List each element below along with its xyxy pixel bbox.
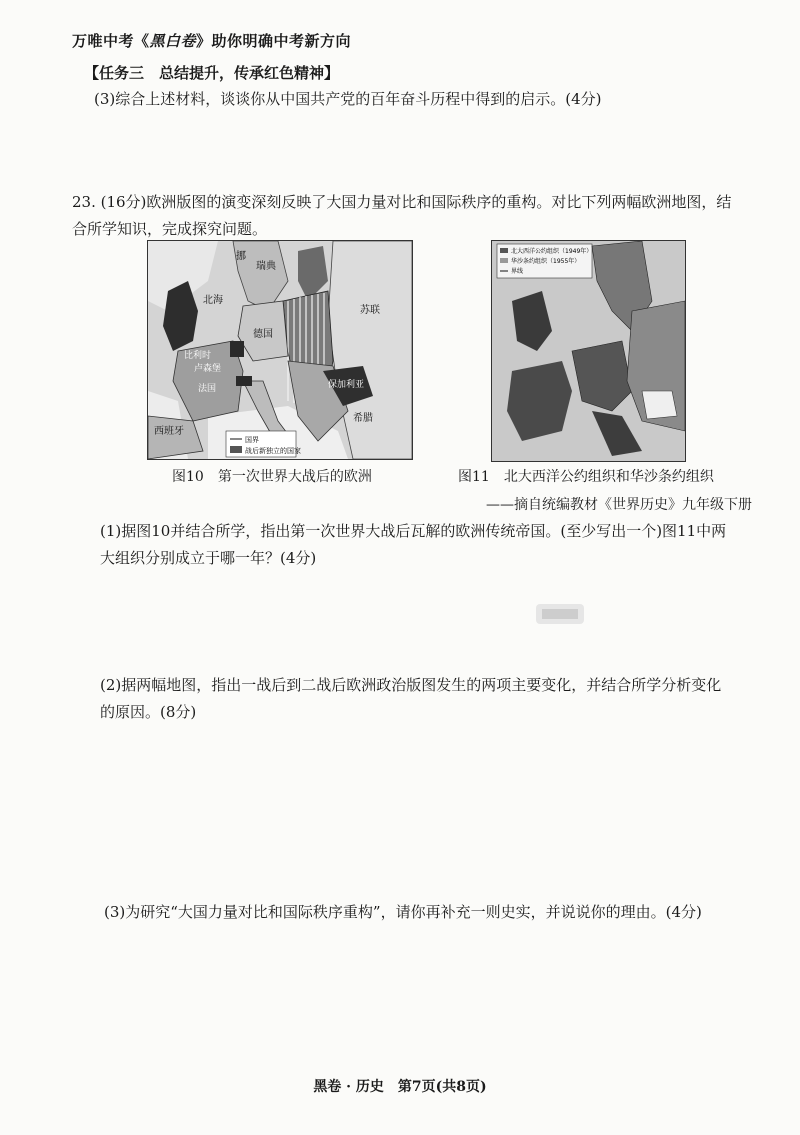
map11-legend-line: 界线 (511, 268, 524, 275)
map11-legend-nato: 北大西洋公约组织（1949年） (511, 248, 593, 255)
map-figure-11 (491, 240, 686, 462)
map10-label-sweden: 瑞典 (256, 261, 276, 272)
page-footer: 黑卷 · 历史 第7页(共8页) (313, 1079, 487, 1095)
map10-label-spain: 西班牙 (154, 426, 184, 437)
map10-label-greece: 希腊 (353, 413, 373, 424)
map10-label-france: 法国 (198, 384, 217, 394)
question-23-1: (1)据图10并结合所学，指出第一次世界大战后瓦解的欧洲传统帝国。(至少写出一个)图11中两大组织分别成立于哪一年？(4分) (100, 522, 727, 567)
map10-legend-border: 国界 (245, 436, 259, 444)
question-23-3: (3)为研究“大国力量对比和国际秩序重构”，请你再补充一则史实，并说说你的理由。(4分) (104, 903, 702, 921)
page-header: 万唯中考《黑白卷》助你明确中考新方向 (72, 32, 352, 50)
map10-legend-new-states: 战后新独立的国家 (245, 447, 301, 455)
map10-label-norway: 挪 (236, 251, 246, 262)
map10-label-germany: 德国 (253, 329, 273, 340)
map10-label-bulgaria: 保加利亚 (328, 380, 365, 390)
task3-title: 【任务三 总结提升，传承红色精神】 (84, 64, 340, 82)
map-figure-10 (147, 240, 413, 460)
map10-label-luxembourg: 卢森堡 (194, 364, 222, 374)
map10-label-north-sea: 北海 (203, 295, 223, 306)
header-brand: 黑白卷 (149, 32, 197, 50)
map11-legend-warsaw: 华沙条约组织（1955年） (511, 258, 581, 265)
question-23-intro: 23. (16分)欧洲版图的演变深刻反映了大国力量对比和国际秩序的重构。对比下列两幅欧洲地图，结合所学知识，完成探究问题。 (72, 193, 732, 238)
figure-11-caption: 图11 北大西洋公约组织和华沙条约组织 (458, 469, 714, 485)
question-22-3: (3)综合上述材料，谈谈你从中国共产党的百年奋斗历程中得到的启示。(4分) (94, 90, 602, 108)
map10-label-belgium: 比利时 (184, 351, 212, 361)
faded-stamp (532, 596, 588, 632)
figure-10-caption: 图10 第一次世界大战后的欧洲 (172, 469, 372, 485)
map10-label-ussr: 苏联 (360, 305, 380, 316)
figure-source: ——摘自统编教材《世界历史》九年级下册 (486, 497, 752, 513)
question-23-2: (2)据两幅地图，指出一战后到二战后欧洲政治版图发生的两项主要变化，并结合所学分析变化的原因。(8分) (100, 676, 722, 721)
